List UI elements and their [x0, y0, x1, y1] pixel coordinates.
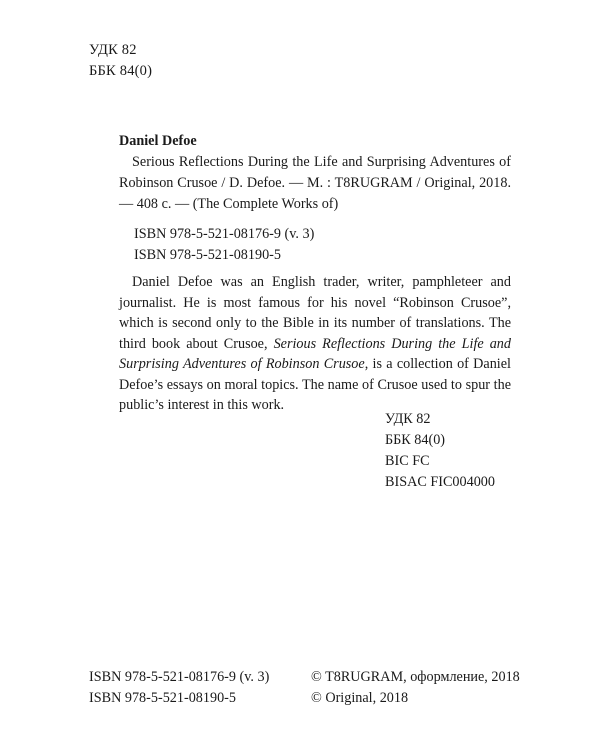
isbn-volume: ISBN 978-5-521-08176-9 (v. 3): [134, 226, 315, 242]
annotation-paragraph: [119, 272, 511, 416]
bbk-code-right: ББК 84(0): [385, 432, 446, 448]
footer-isbn-list: [89, 667, 269, 708]
footer-isbn-volume: ISBN 978-5-521-08176-9 (v. 3): [89, 669, 270, 685]
author-name: Daniel Defoe: [119, 133, 197, 149]
annotation-text-start: Daniel Defoe was an English trader, writer, pamphleteer and journalist. He is most famous for his novel “Robinson Crusoe”, which is second only to the Bible in its number of translations. The third book about Crusoe,: [119, 274, 511, 352]
udk-code: УДК 82: [89, 42, 137, 58]
bibliographic-description: Serious Reflections During the Life and Surprising Adventures of Robinson Crusoe / D. Defoe. — M. : T8RUGRAM / Original, 2018. — 408 с. — (The Complete Works of): [119, 154, 511, 212]
bbk-code: ББК 84(0): [89, 63, 153, 79]
copyright-original: © Original, 2018: [311, 689, 409, 706]
bibliographic-record: [119, 131, 511, 215]
isbn-list: [134, 224, 314, 266]
isbn-set: ISBN 978-5-521-08190-5: [134, 247, 281, 263]
footer-copyright: [311, 667, 520, 708]
udk-code-right: УДК 82: [385, 411, 431, 427]
copyright-publisher: © T8RUGRAM, оформление, 2018: [311, 669, 520, 685]
classification-codes: [385, 409, 495, 493]
top-classification-codes: [89, 40, 152, 82]
annotation-book-title: Serious Reflections During the Life and Surprising Adventures of Robinson Crusoe: [119, 335, 511, 372]
footer-isbn-set: ISBN 978-5-521-08190-5: [89, 689, 236, 706]
bisac-code: BISAC FIC004000: [385, 474, 495, 490]
bic-code: BIC FC: [385, 453, 430, 469]
annotation-text-end: , is a collection of Daniel Defoe’s essays on moral topics. The name of Crusoe used to spur the public’s interest in this work.: [119, 356, 511, 413]
